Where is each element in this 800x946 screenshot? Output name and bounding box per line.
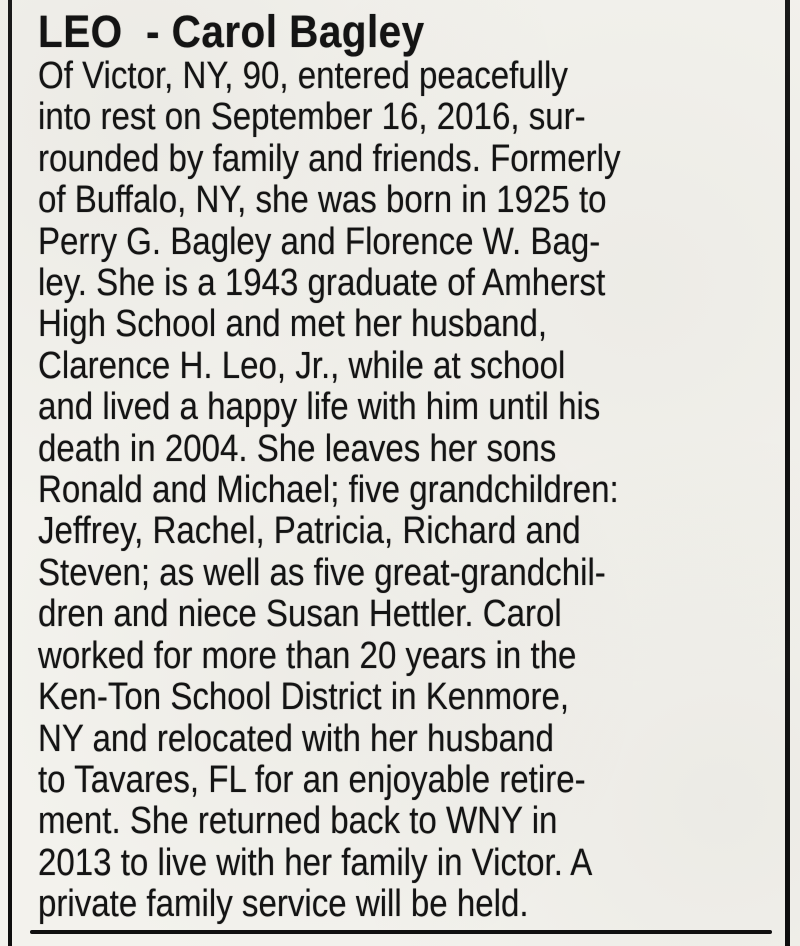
obituary-line: 2013 to live with her family in Victor. A	[38, 841, 593, 884]
obituary-line: death in 2004. She leaves her sons	[38, 427, 557, 470]
obituary-line: worked for more than 20 years in the	[38, 634, 577, 677]
obituary-line: of Buffalo, NY, she was born in 1925 to	[38, 179, 607, 222]
obituary-line: Ken-Ton School District in Kenmore,	[38, 676, 570, 719]
obituary-line: Clarence H. Leo, Jr., while at school	[38, 344, 566, 387]
obituary-line: ment. She returned back to WNY in	[38, 800, 558, 843]
obituary-line: private family service will be held.	[38, 883, 529, 926]
obituary-headline: LEO - Carol Bagley	[38, 6, 425, 57]
obituary-line: into rest on September 16, 2016, sur-	[38, 96, 586, 139]
obituary-line: and lived a happy life with him until his	[38, 386, 601, 429]
obituary-line: Steven; as well as five great-grandchil-	[38, 551, 606, 594]
bottom-separator-rule	[30, 930, 772, 934]
obituary-line: Perry G. Bagley and Florence W. Bag-	[38, 220, 601, 263]
obituary-text-block	[38, 8, 778, 926]
obituary-line: to Tavares, FL for an enjoyable retire-	[38, 758, 586, 801]
right-column-rule	[785, 0, 790, 946]
obituary-line: dren and niece Susan Hettler. Carol	[38, 593, 562, 636]
obituary-line: Ronald and Michael; five grandchildren:	[38, 469, 619, 512]
obituary-line: Of Victor, NY, 90, entered peacefully	[38, 55, 568, 97]
obituary-line: ley. She is a 1943 graduate of Amherst	[38, 262, 606, 305]
obituary-line: rounded by family and friends. Formerly	[38, 137, 621, 180]
left-column-rule	[8, 0, 12, 946]
obituary-line: NY and relocated with her husband	[38, 717, 554, 760]
obituary-line: High School and met her husband,	[38, 303, 548, 346]
obituary-line: Jeffrey, Rachel, Patricia, Richard and	[38, 510, 581, 553]
